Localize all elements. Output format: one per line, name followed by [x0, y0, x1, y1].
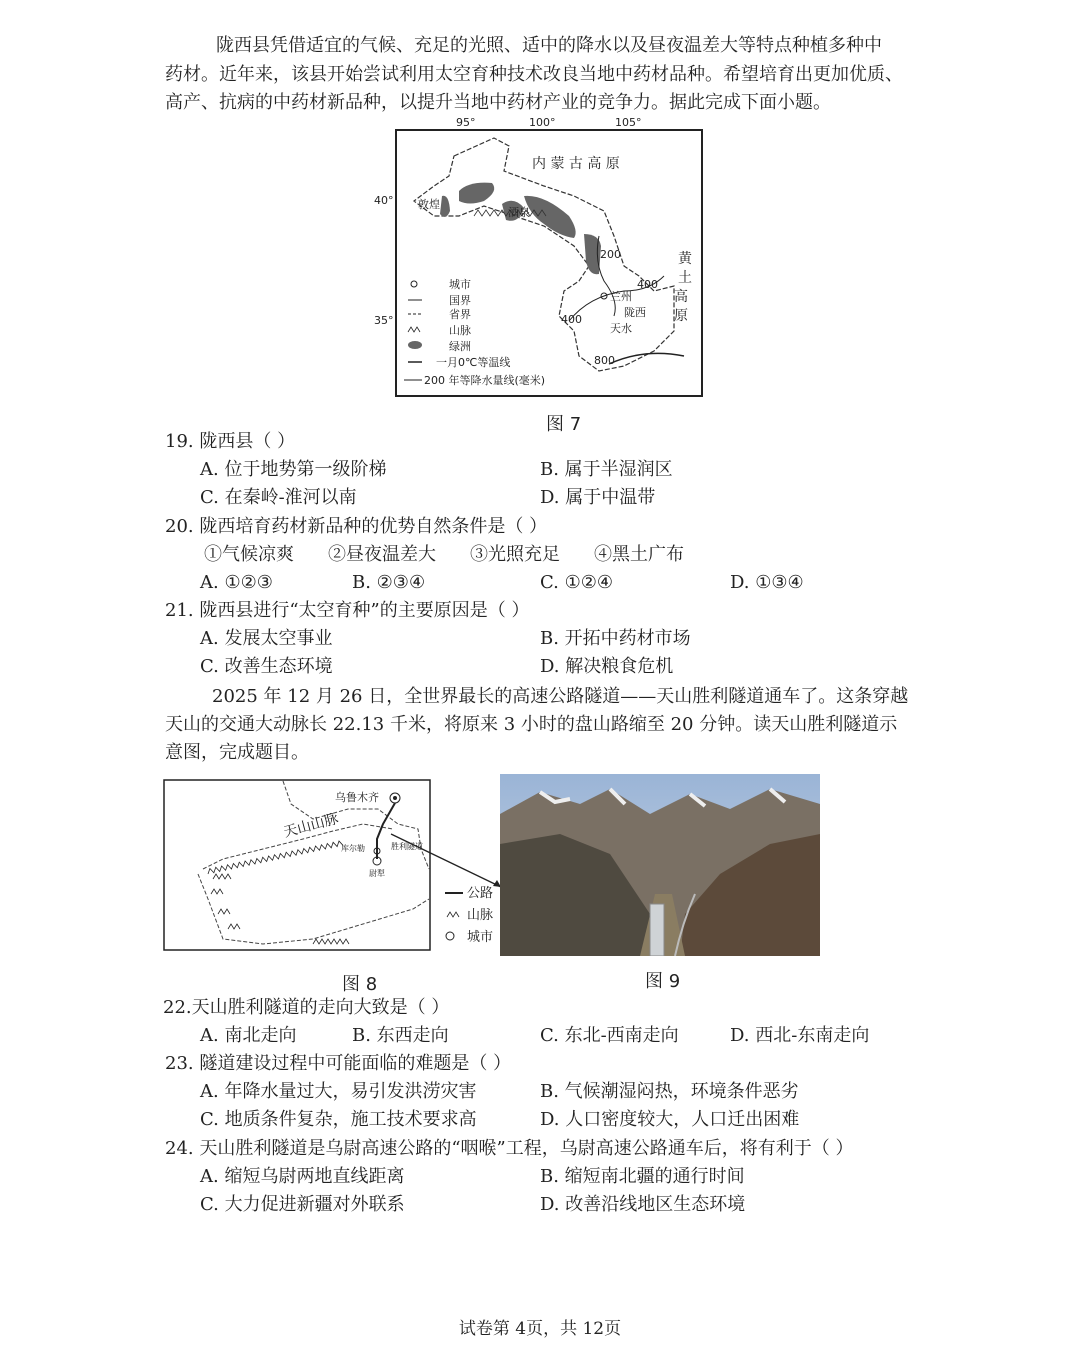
- isoline-value-3: 400: [561, 313, 582, 326]
- q19-option-c: C. 在秦岭-淮河以南: [200, 487, 357, 508]
- plateau-char-4: 原: [674, 308, 688, 324]
- q20-option-a: A. ①②③: [200, 572, 273, 593]
- legend-city-icon-8: [446, 932, 454, 940]
- legend-oasis-icon: [408, 341, 422, 349]
- intro1-line-1: 陇西县凭借适宜的气候、充足的光照、适中的降水以及昼夜温差大等特点种植多种中: [216, 35, 882, 56]
- figure-9-photo: [500, 774, 820, 956]
- q20-item-4: ④黑土广布: [594, 544, 684, 565]
- q20-option-d: D. ①③④: [730, 572, 804, 593]
- intro1-line-2: 药材。近年来，该县开始尝试利用太空育种技术改良当地中药材品种。希望培育出更加优质、: [165, 64, 903, 85]
- intro2-line-2: 天山的交通大动脉长 22.13 千米，将原来 3 小时的盘山路缩至 20 分钟。读天山胜利隧道示: [165, 714, 898, 735]
- q19-option-a: A. 位于地势第一级阶梯: [200, 459, 387, 480]
- q22-stem: 22.天山胜利隧道的走向大致是（ ）: [163, 997, 450, 1018]
- lon-label-100: 100°: [529, 116, 556, 129]
- legend-mountain-icon-8: [447, 912, 459, 917]
- place-longxi: 陇西: [624, 306, 646, 319]
- legend-oasis: 绿洲: [449, 340, 471, 353]
- q19-option-d: D. 属于中温带: [540, 487, 656, 508]
- place-urumqi: 乌鲁木齐: [335, 791, 379, 804]
- q22-option-a: A. 南北走向: [200, 1025, 297, 1046]
- lon-label-95: 95°: [456, 116, 476, 129]
- intro2-line-1: 2025 年 12 月 26 日，全世界最长的高速公路隧道——天山胜利隧道通车了。这条穿越: [212, 686, 909, 707]
- place-lanzhou: 兰州: [610, 290, 632, 303]
- isoline-value-1: 200: [600, 248, 621, 261]
- q21-option-a: A. 发展太空事业: [200, 628, 333, 649]
- q20-item-1: ①气候凉爽: [204, 544, 294, 565]
- q23-option-b: B. 气候潮湿闷热，环境条件恶劣: [540, 1081, 799, 1102]
- q24-option-c: C. 大力促进新疆对外联系: [200, 1194, 405, 1215]
- figure-7-map: [374, 116, 704, 398]
- q23-option-c: C. 地质条件复杂，施工技术要求高: [200, 1109, 477, 1130]
- figure-8-map: [163, 779, 506, 951]
- place-jiuquan: 酒泉: [508, 206, 530, 219]
- figure-7-caption: 图 7: [546, 414, 582, 435]
- isoline-value-2: 400: [637, 278, 658, 291]
- place-dunhuang: 敦煌: [418, 198, 440, 211]
- q20-item-2: ②昼夜温差大: [328, 544, 436, 565]
- q23-stem: 23. 隧道建设过程中可能面临的难题是（ ）: [165, 1053, 512, 1074]
- legend-city-8: 城市: [467, 930, 494, 945]
- figure-8-frame: [164, 780, 430, 950]
- lat-label-35: 35°: [374, 314, 394, 327]
- page-footer: 试卷第 4页，共 12页: [458, 1319, 622, 1339]
- isoline-value-4: 800: [594, 354, 615, 367]
- region-label: 内 蒙 古 高 原: [532, 156, 620, 172]
- tunnel-building: [650, 904, 664, 956]
- q19-stem: 19. 陇西县（ ）: [165, 431, 296, 452]
- plateau-char-2: 土: [678, 270, 692, 286]
- q21-option-d: D. 解决粮食危机: [540, 656, 674, 677]
- figure-8-caption: 图 8: [342, 974, 378, 995]
- q24-option-b: B. 缩短南北疆的通行时间: [540, 1166, 745, 1187]
- q21-option-b: B. 开拓中药材市场: [540, 628, 691, 649]
- legend-city: 城市: [449, 278, 471, 291]
- legend-province: 省界: [449, 308, 471, 321]
- q22-option-b: B. 东西走向: [352, 1025, 449, 1046]
- q22-option-d: D. 西北-东南走向: [730, 1025, 870, 1046]
- legend-border: 国界: [449, 294, 471, 307]
- q19-option-b: B. 属于半湿润区: [540, 459, 673, 480]
- q20-option-c: C. ①②④: [540, 572, 613, 593]
- legend-isotherm: 一月0℃等温线: [436, 356, 511, 369]
- place-korla: 库尔勒: [341, 844, 365, 853]
- figure-9-caption: 图 9: [645, 971, 681, 992]
- place-tunnel: 胜利隧道: [391, 842, 423, 851]
- legend-isohyet: 200 年等降水量线(毫米): [424, 374, 546, 387]
- legend-mountain-8: 山脉: [467, 908, 494, 923]
- q24-option-d: D. 改善沿线地区生态环境: [540, 1194, 746, 1215]
- place-tianshui: 天水: [610, 322, 632, 335]
- q21-stem: 21. 陇西县进行“太空育种”的主要原因是（ ）: [165, 600, 530, 621]
- legend-road: 公路: [467, 886, 494, 901]
- place-yuli: 尉犁: [369, 869, 385, 878]
- mountain-label: 天山山脉: [281, 810, 341, 841]
- plateau-char-3: 高: [674, 289, 688, 305]
- q21-option-c: C. 改善生态环境: [200, 656, 333, 677]
- q22-option-c: C. 东北-西南走向: [540, 1025, 679, 1046]
- lat-label-40: 40°: [374, 194, 394, 207]
- lon-label-105: 105°: [615, 116, 642, 129]
- q24-option-a: A. 缩短乌尉两地直线距离: [200, 1166, 405, 1187]
- plateau-char-1: 黄: [678, 251, 692, 267]
- intro1-line-3: 高产、抗病的中药材新品种，以提升当地中药材产业的竞争力。据此完成下面小题。: [165, 92, 831, 113]
- q20-item-3: ③光照充足: [470, 544, 560, 565]
- q20-stem: 20. 陇西培育药材新品种的优势自然条件是（ ）: [165, 516, 548, 537]
- q23-option-d: D. 人口密度较大，人口迁出困难: [540, 1109, 800, 1130]
- q24-stem: 24. 天山胜利隧道是乌尉高速公路的“咽喉”工程，乌尉高速公路通车后，将有利于（ ）: [165, 1138, 854, 1159]
- q23-option-a: A. 年降水量过大，易引发洪涝灾害: [200, 1081, 477, 1102]
- legend-mountain: 山脉: [449, 324, 471, 337]
- intro2-line-3: 意图，完成题目。: [165, 742, 309, 763]
- q20-option-b: B. ②③④: [352, 572, 426, 593]
